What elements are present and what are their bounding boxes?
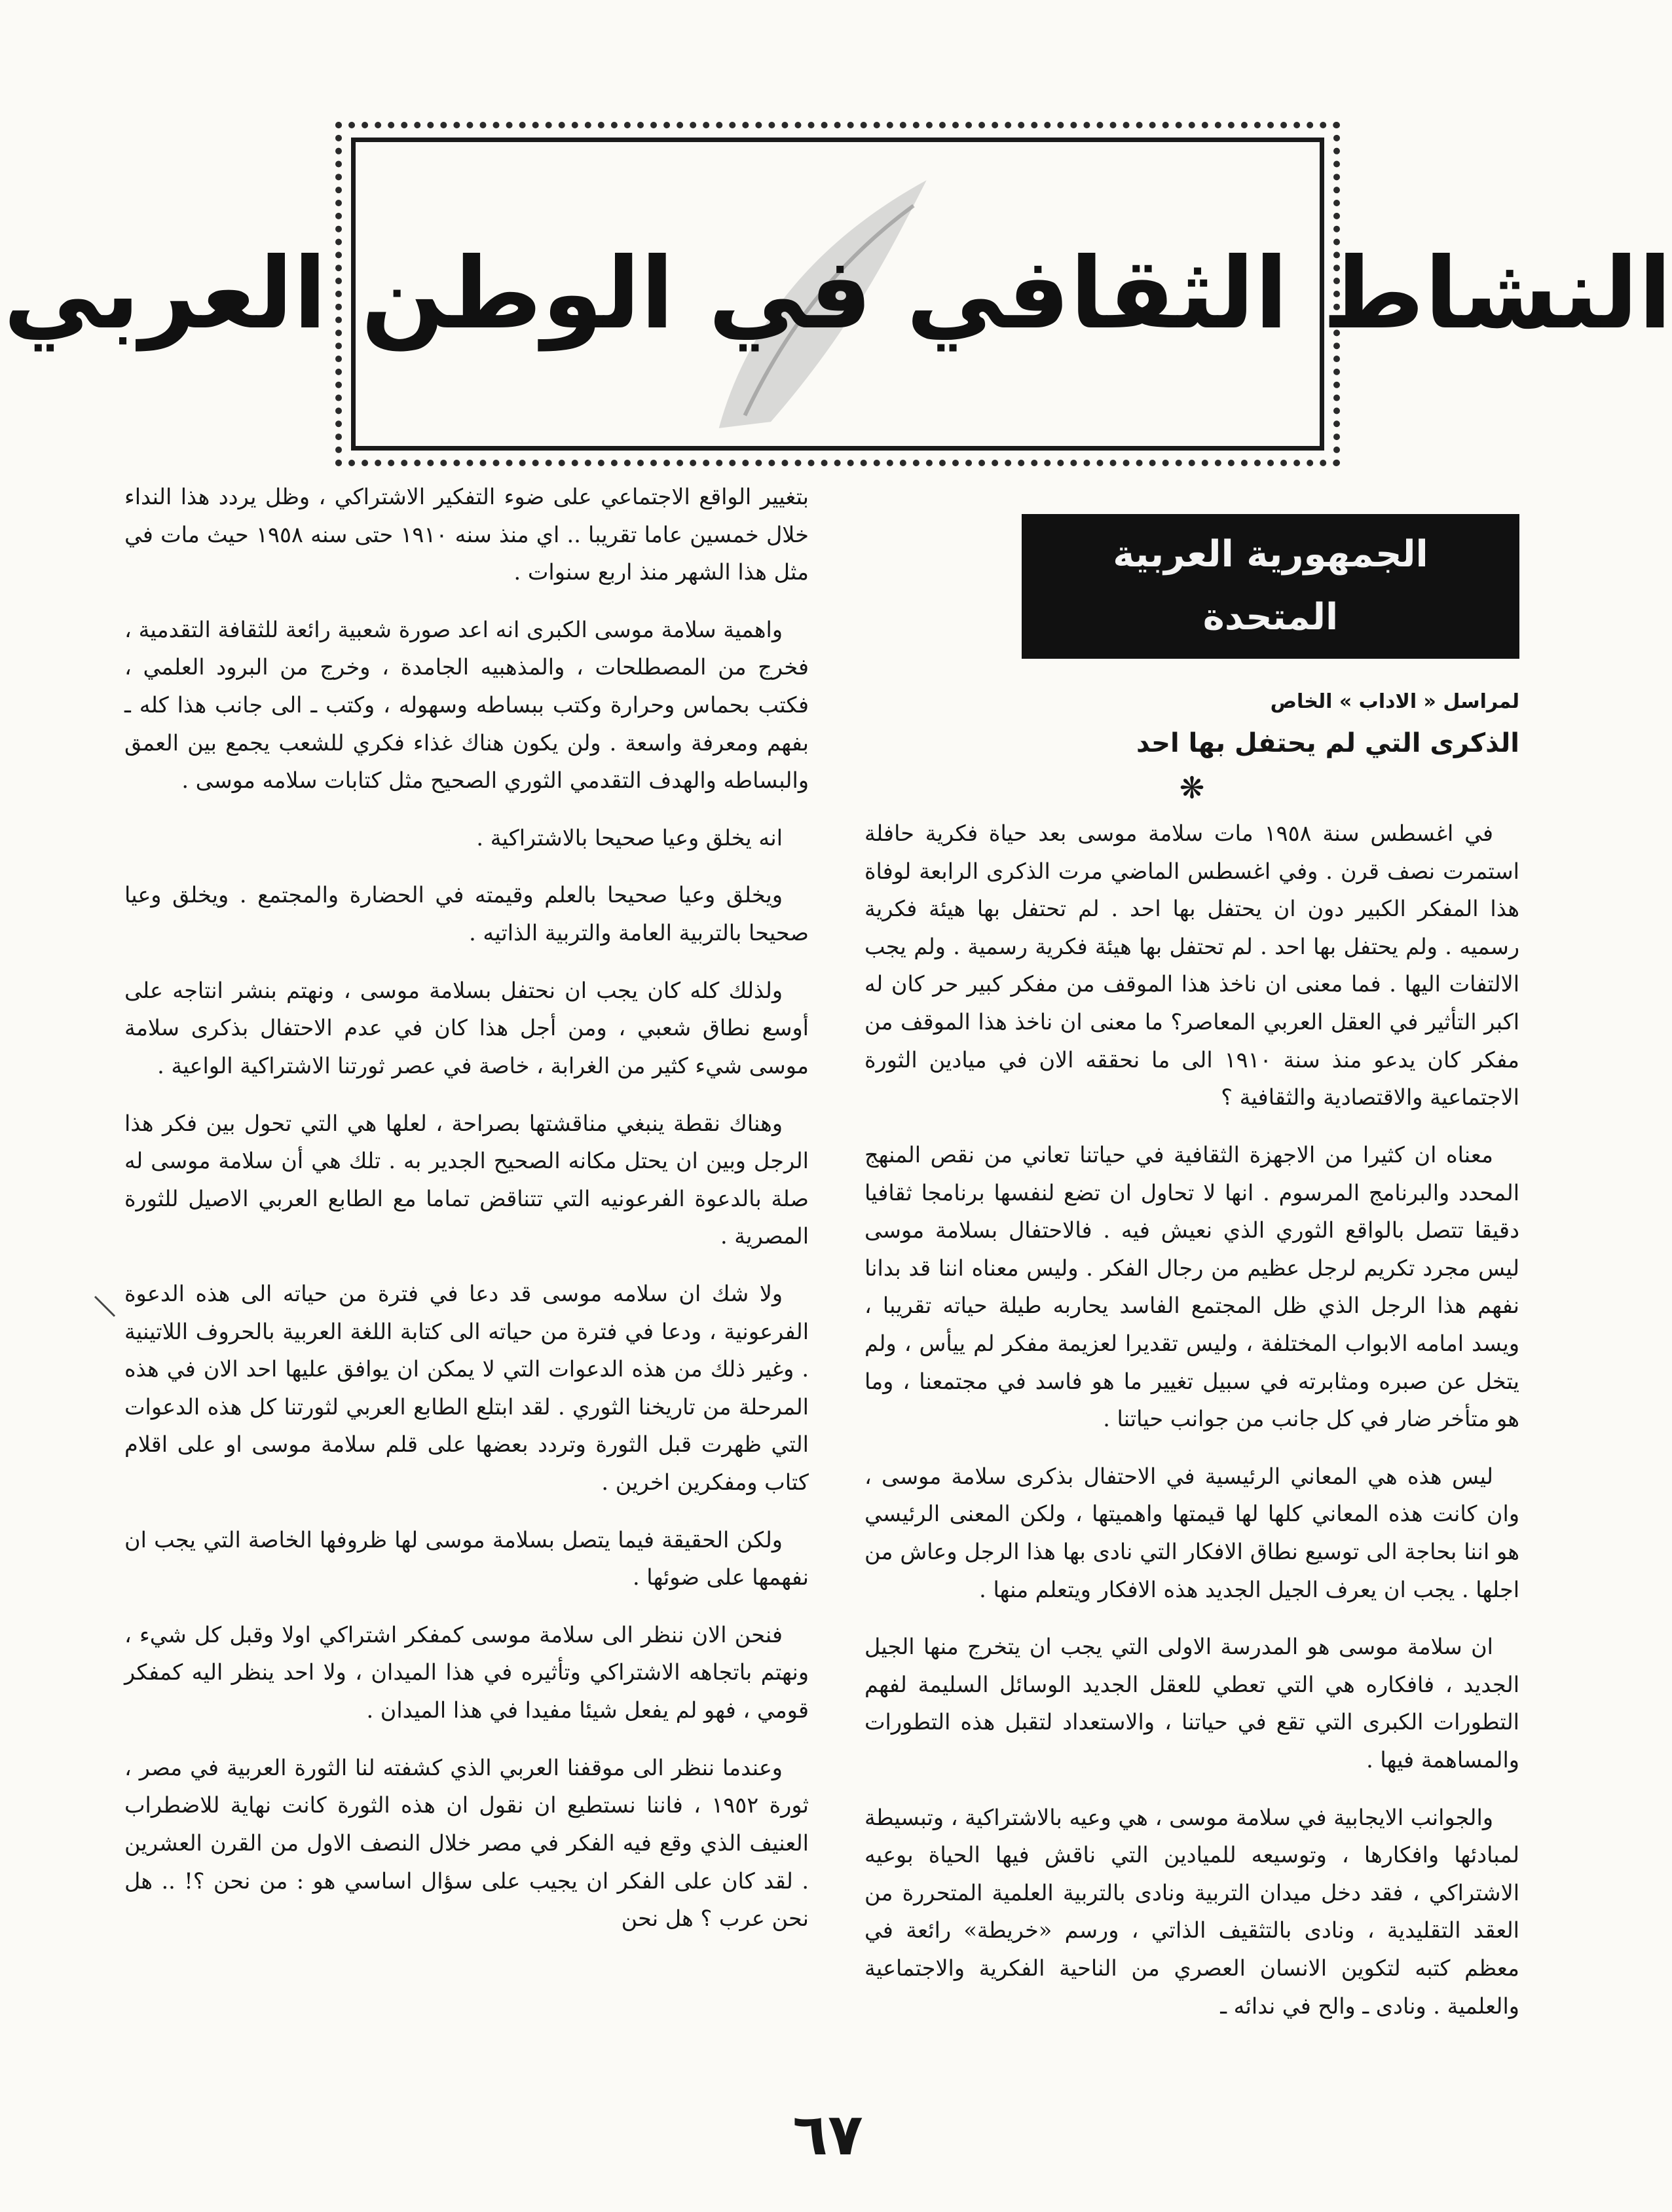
paragraph: ولا شك ان سلامه موسى قد دعا في فترة من حياته الى هذه الدعوة الفرعونية ، ودعا في فترة من حياته الى كتابة اللغة العربية بالحروف اللاتينية . وغير ذلك من هذه الدعوات التي لا يمكن ان يوافق عليها احد الان في هذه المرحلة من تاريخنا الثوري . لقد ابتلع الطابع العربي لثورتنا كل هذه الدعوات التي ظهرت قبل الثورة وتردد بعضها على قلم سلامة موسى او على اقلام كتاب ومفكرين اخرين . bbox=[124, 1280, 809, 1496]
paragraph: فنحن الان ننظر الى سلامة موسى كمفكر اشتراكي اولا وقبل كل شيء ، ونهتم باتجاهه الاشتراكي وتأثيره في هذا الميدان ، ولا احد ينظر اليه كمفكر قومي ، فهو لم يفعل شيئا مفيدا في هذا الميدان . bbox=[124, 1621, 809, 1724]
page-title: النشاط الثقافي في الوطن العربي bbox=[3, 236, 1672, 351]
right-column bbox=[864, 478, 1519, 2055]
page-number: ٦٧ bbox=[792, 2101, 863, 2168]
article-subtitle: الذكرى التي لم يحتفل بها احد bbox=[1136, 728, 1519, 759]
paragraph: معناه ان كثيرا من الاجهزة الثقافية في حياتنا تعاني من نقص المنهج المحدد والبرنامج المرسوم . انها لا تحاول ان تضع لنفسها برنامجا ثقافيا دقيقا تتصل بالواقع الثوري الذي نعيش فيه . فالاحتفال بسلامة موسى ليس مجرد تكريم لرجل عظيم من رجال الفكر . وليس معناه اننا قد بدانا نفهم هذا الرجل الذي ظل المجتمع الفاسد يحاربه طيلة حياته تقريبا ، ويسد امامه الابواب المختلفة ، وليس تقديرا لعزيمة مفكر لم ييأس ، ولم يتخل عن صبره ومثابرته في سبيل تغيير ما هو فاسد في مجتمعنا ، وما هو متأخر ضار في كل جانب من جوانب حياتنا . bbox=[864, 1141, 1519, 1432]
paragraph: ولذلك كله كان يجب ان نحتفل بسلامة موسى ، ونهتم بنشر انتاجه على أوسع نطاق شعبي ، ومن أجل هذا كان في عدم الاحتفال بذكرى سلامة موسى شيء كثير من الغرابة ، خاصة في عصر ثورتنا الاشتراكية الواعية . bbox=[124, 977, 809, 1078]
section-header: الجمهورية العربية المتحدة bbox=[1022, 514, 1519, 659]
paragraph: في اغسطس سنة ١٩٥٨ مات سلامة موسى بعد حياة فكرية حافلة استمرت نصف قرن . وفي اغسطس الماضي مرت الذكرى الرابعة لوفاة هذا المفكر الكبير دون ان يحتفل بها احد . لم تحتفل بها هيئة فكرية رسميه . ولم يحتفل بها احد . لم تحتفل بها هيئة فكرية رسمية . ولم يجب الالتفات اليها . فما معنى ان ناخذ هذا الموقف من مفكر كبير حر كان له اكبر التأثير في العقل العربي المعاصر؟ ما معنى ان ناخذ هذا الموقف من مفكر كان يدعو منذ سنة ١٩١٠ الى ما نحققه الان في ميادين الثورة الاجتماعية والاقتصادية والثقافية ؟ bbox=[864, 820, 1519, 1111]
paragraph: ان سلامة موسى هو المدرسة الاولى التي يجب ان يتخرج منها الجيل الجديد ، فافكاره هي التي تعطي للعقل الجديد الوسائل السليمة لفهم التطورات الكبرى التي تقع في حياتنا ، والاستعداد لتقبل هذه التطورات والمساهمة فيها . bbox=[864, 1634, 1519, 1773]
title-banner bbox=[3, 138, 1672, 451]
separator-star-icon: ❋ bbox=[1179, 770, 1205, 806]
paragraph: ليس هذه هي المعاني الرئيسية في الاحتفال بذكرى سلامة موسى ، وان كانت هذه المعاني كلها لها قيمتها واهميتها ، ولكن المعنى الرئيسي هو اننا بحاجة الى توسيع نطاق الافكار التي نادى بها هذا الرجل وعاش من اجلها . يجب ان يعرف الجيل الجديد هذه الافكار ويتعلم منها . bbox=[864, 1463, 1519, 1602]
paragraph: والجوانب الايجابية في سلامة موسى ، هي وعيه بالاشتراكية ، وتبسيطة لمبادئها وافكارها ، وتوسيعه للميادين التي ناقش فيها الحياة بوعيه الاشتراكي ، فقد دخل ميدان التربية ونادى بالتربية العلمية المتحررة من العقد التقليدية ، ونادى بالتثقيف الذاتي ، ورسم «خريطة» رائعة في معظم كتبه لتكوين الانسان العصري من الناحية الفكرية والاجتماعية والعلمية . ونادى ـ والح في ندائه ـ bbox=[864, 1804, 1519, 2019]
paragraph: بتغيير الواقع الاجتماعي على ضوء التفكير الاشتراكي ، وظل يردد هذا النداء خلال خمسين عاما تقريبا .. اي منذ سنه ١٩١٠ حتى سنه ١٩٥٨ حيث مات في مثل هذا الشهر منذ اربع سنوات . bbox=[124, 484, 809, 585]
byline: لمراسل « الاداب » الخاص bbox=[1270, 690, 1519, 713]
paragraph: وهناك نقطة ينبغي مناقشتها بصراحة ، لعلها هي التي تحول بين فكر هذا الرجل وبين ان يحتل مكانه الصحيح الجدير به . تلك هي أن سلامة موسى له صلة بالدعوة الفرعونيه التي تتناقض تماما مع الطابع العربي الاصيل للثورة المصرية . bbox=[124, 1110, 809, 1249]
left-column bbox=[124, 478, 809, 2055]
paragraph: انه يخلق وعيا صحيحا بالاشتراكية . bbox=[476, 824, 783, 851]
paragraph: واهمية سلامة موسى الكبرى انه اعد صورة شعبية رائعة للثقافة التقدمية ، فخرج من المصطلحات ، والمذهبيه الجامدة ، وخرج من البرود العلمي ، فكتب بحماس وحرارة وكتب ببساطه وسهوله ، وكتب ـ الى جانب هذا كله ـ بفهم ومعرفة واسعة . ولن يكون هناك غذاء فكري للشعب يجمع بين العمق والبساطه والهدف التقدمي الثوري الصحيح مثل كتابات سلامه موسى . bbox=[124, 616, 809, 794]
paragraph: ويخلق وعيا صحيحا بالعلم وقيمته في الحضارة والمجتمع . ويخلق وعيا صحيحا بالتربية العامة والتربية الذاتيه . bbox=[124, 882, 809, 946]
paragraph: ولكن الحقيقة فيما يتصل بسلامة موسى لها ظروفها الخاصة التي يجب ان نفهمها على ضوئها . bbox=[124, 1526, 809, 1591]
paragraph: وعندما ننظر الى موقفنا العربي الذي كشفته لنا الثورة العربية في مصر ، ثورة ١٩٥٢ ، فاننا نستطيع ان نقول ان هذه الثورة كانت نهاية للاضطراب العنيف الذي وقع فيه الفكر في مصر خلال النصف الاول من القرن العشرين . لقد كان على الفكر ان يجيب على سؤال اساسي هو : من نحن ؟! .. هل نحن عرب ؟ هل نحن bbox=[124, 1754, 809, 1932]
margin-mark-icon bbox=[92, 1293, 118, 1319]
